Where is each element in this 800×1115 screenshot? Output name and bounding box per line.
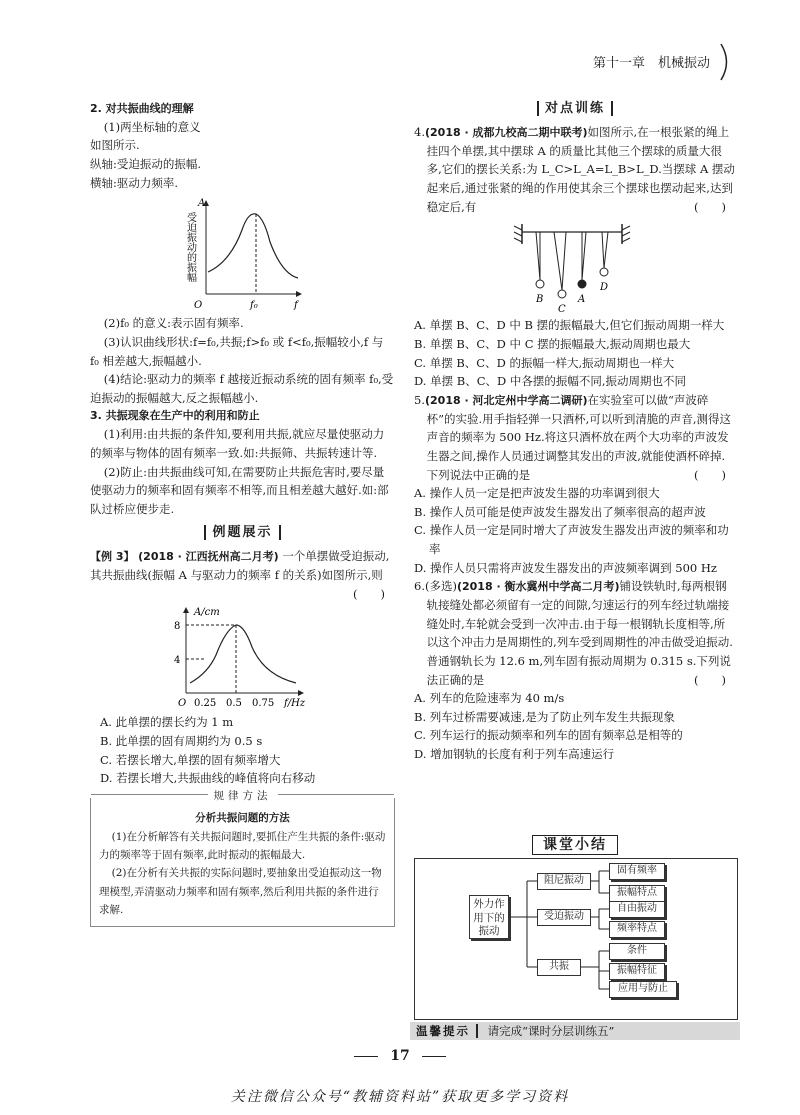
example-banner [90, 522, 395, 543]
sec2-p1: (1)两坐标轴的意义 [103, 119, 201, 134]
q6-option-c: C. 列车运行的振动频率和列车的固有频率总是相等的 [414, 728, 683, 743]
practice-banner [414, 98, 736, 119]
tip-text: 请完成“课时分层训练五” [487, 1024, 615, 1038]
q5-text: 在实验室可以做“声波碎杯”的实验.用手指轻弹一只酒杯,可以听到清脆的声音,测得这声音的频率为 500 Hz.将这只酒杯放在两个大功率的声波发生器之间,操作人员通过调整其发出的声波,就能使酒杯碎掉.下列说法中正确的是 [426, 392, 731, 482]
q5-option-a: A. 操作人员一定是把声波发生器的功率调到很大 [414, 486, 660, 501]
summary-node-resonance: 共振 [537, 959, 581, 976]
practice-banner-text: 对点训练 [537, 101, 613, 116]
right-column [414, 98, 736, 764]
summary-leaf-amplitude-character: 振幅特征 [609, 963, 665, 980]
method-p1: (1)在分析解答有关共振问题时,要抓住产生共振的条件:驱动力的频率等于固有频率,此时振动的振幅最大. [99, 830, 386, 862]
resonance-curve-figure [90, 192, 390, 314]
q6-answer-paren: ( ) [694, 672, 726, 687]
fig3-A: A [578, 294, 586, 306]
left-column [90, 100, 395, 927]
tip-label: 温馨提示 [410, 1024, 478, 1038]
q4-option-d: D. 单摆 B、C、D 中各摆的振幅不同,振动周期也不同 [414, 374, 687, 389]
q5-source: (2018 · 河北定州中学高二调研) [424, 393, 588, 407]
q4-option-c: C. 单摆 B、C、D 的振幅一样大,振动周期也一样大 [414, 355, 675, 370]
fig1-f0: f₀ [250, 300, 258, 312]
example-3-option-d: D. 若摆长增大,共振曲线的峰值将向右移动 [100, 771, 316, 786]
sec2-p4: 横轴:驱动力频率. [90, 175, 179, 190]
page-number: 17 [390, 1048, 410, 1064]
q6-option-b: B. 列车过桥需要减速,是为了防止列车发生共振现象 [414, 709, 675, 724]
sec3-p1: (1)利用:由共振的条件知,要利用共振,就应尽量使驱动力的频率与物体的固有频率一致.如:共振筛、共振转速计等. [90, 427, 385, 460]
summary-node-forced: 受迫振动 [537, 909, 591, 926]
summary-leaf-condition: 条件 [609, 943, 665, 960]
sec2-p7: (4)结论:驱动力的频率 f 越接近振动系统的固有频率 f₀,受迫振动的振幅越大,反之振幅越小. [90, 372, 394, 405]
example-3-option-b: B. 此单摆的固有周期约为 0.5 s [100, 734, 263, 749]
q5-answer-paren: ( ) [694, 467, 726, 482]
q6-text: 铺设铁轨时,每两根钢轨接缝处都必须留有一定的间隙,匀速运行的列车经过轨端接缝处时,车轮就会受到一次冲击.由于每一根钢轨长度相等,所以这个冲击力是周期性的,列车受到周期性的冲击做受迫振动.普通钢轨长为 12.6 m,列车固有振动周期为 0.315 s.下列说法正确的是 [426, 579, 733, 687]
q5-option-b: B. 操作人员可能是使声波发生器发出了频率很高的超声波 [414, 504, 706, 519]
fig3-D: D [600, 282, 609, 294]
q4-text: 如图所示,在一根张紧的绳上挂四个单摆,其中摆球 A 的质量比其他三个摆球的质量大很多,它们的摆长关系:为 L_C>L_A=L_B>L_D.当摆球 A 摆动起来后,通过张紧的绳的作用使其余三个摆球也摆动起来,达到稳定后,有 [426, 125, 735, 214]
example-3-source: (2018 · 江西抚州高二月考) [138, 550, 279, 564]
chapter-header: 第十一章 机械振动 [592, 56, 710, 71]
example-3-option-a: A. 此单摆的摆长约为 1 m [100, 715, 234, 730]
sec2-p3: 纵轴:受迫振动的振幅. [90, 157, 202, 172]
sec3-p2: (2)防止:由共振曲线可知,在需要防止共振危害时,要尽量使驱动力的频率和固有频率不相等,而且相差越大越好.如:部队过桥应便步走. [90, 464, 389, 516]
q5-option-c: C. 操作人员一定是同时增大了声波发生器发出声波的频率和功率 [414, 523, 729, 557]
tip-bar [410, 1022, 740, 1040]
method-heading: 分析共振问题的方法 [195, 812, 290, 825]
fig2-ylabel: A/cm [194, 607, 220, 619]
example-3-option-c: C. 若摆长增大,单摆的固有频率增大 [100, 752, 281, 767]
q4-option-b: B. 单摆 B、C、D 中 C 摆的振幅最大,振动周期也最大 [414, 336, 691, 351]
fig2-x3: 0.75 [252, 698, 275, 710]
fig3-C: C [558, 304, 566, 316]
fig2-y4: 4 [174, 655, 181, 667]
method-box-title: 规律方法 [208, 790, 278, 802]
fig2-xlabel: f/Hz [284, 698, 306, 710]
fig1-f: f [294, 300, 298, 312]
q4-source: (2018 · 成都九校高二期中联考) [424, 126, 588, 140]
q4-answer-paren: ( ) [694, 199, 726, 214]
summary-leaf-natural-frequency: 固有频率 [609, 863, 665, 880]
summary-leaf-application: 应用与防止 [609, 981, 677, 998]
page-number-row [0, 1048, 800, 1064]
q6-option-a: A. 列车的危险速率为 40 m/s [414, 691, 565, 706]
header-bracket [716, 42, 736, 82]
section-3-title: 3. 共振现象在生产中的利用和防止 [90, 409, 260, 423]
summary-leaf-free-vibration: 自由振动 [609, 901, 665, 918]
fig2-y8: 8 [174, 621, 181, 633]
fig3-B: B [536, 294, 544, 306]
summary-leaf-frequency-feature: 频率特点 [609, 921, 665, 938]
fig1-A: A [198, 198, 206, 210]
example-3-answer-paren: ( ) [353, 586, 385, 601]
pendulum-figure [414, 216, 734, 316]
example-3-figure [90, 603, 390, 713]
summary-leaf-amplitude-feature: 振幅特点 [609, 885, 665, 902]
sec2-p5: (2)f₀ 的意义:表示固有频率. [103, 316, 244, 331]
q6-prefix: (多选) [424, 579, 457, 594]
summary-node-damped: 阻尼振动 [537, 873, 591, 890]
example-3-text: 一个单摆做受迫振动,其共振曲线(振幅 A 与驱动力的频率 f 的关系)如图所示,则 [90, 549, 390, 583]
q4-number: 4. [414, 125, 425, 140]
q6-number: 6. [414, 579, 425, 594]
summary-diagram [414, 858, 738, 1020]
fig2-x1: 0.25 [194, 698, 217, 710]
summary-banner-text: 课堂小结 [532, 835, 618, 855]
fig2-origin: O [178, 698, 187, 710]
summary-root: 外力作用下的振动 [469, 895, 509, 939]
sec2-p6: (3)认识曲线形状:f=f₀,共振;f>f₀ 或 f<f₀,振幅较小,f 与 f₀ 相差越大,振幅越小. [90, 334, 384, 368]
bottom-note: 关注微信公众号“教辅资料站”获取更多学习资料 [230, 1089, 570, 1105]
section-2-title: 2. 对共振曲线的理解 [90, 102, 194, 115]
example-banner-text: 例题展示 [204, 525, 280, 540]
fig2-x2: 0.5 [226, 698, 242, 710]
q5-option-d: D. 操作人员只需将声波发生器发出的声波频率调到 500 Hz [414, 560, 717, 575]
example-3-label: 【例 3】 [90, 550, 135, 564]
method-p2: (2)在分析有关共振的实际问题时,要抽象出受迫振动这一物理模型,弄清驱动力频率和固有频率,然后利用共振的条件进行求解. [99, 867, 382, 917]
method-box [90, 789, 395, 927]
q4-option-a: A. 单摆 B、C、D 中 B 摆的振幅最大,但它们振动周期一样大 [414, 318, 725, 333]
q6-option-d: D. 增加钢轨的长度有利于列车高速运行 [414, 747, 615, 762]
fig1-ylabel: 受迫振动的振幅 [184, 212, 196, 283]
q6-source: (2018 · 衡水冀州中学高二月考) [456, 580, 620, 594]
summary-banner [414, 834, 736, 854]
sec2-p2: 如图所示. [90, 138, 140, 153]
fig1-origin: O [194, 300, 203, 312]
q5-number: 5. [414, 392, 425, 407]
